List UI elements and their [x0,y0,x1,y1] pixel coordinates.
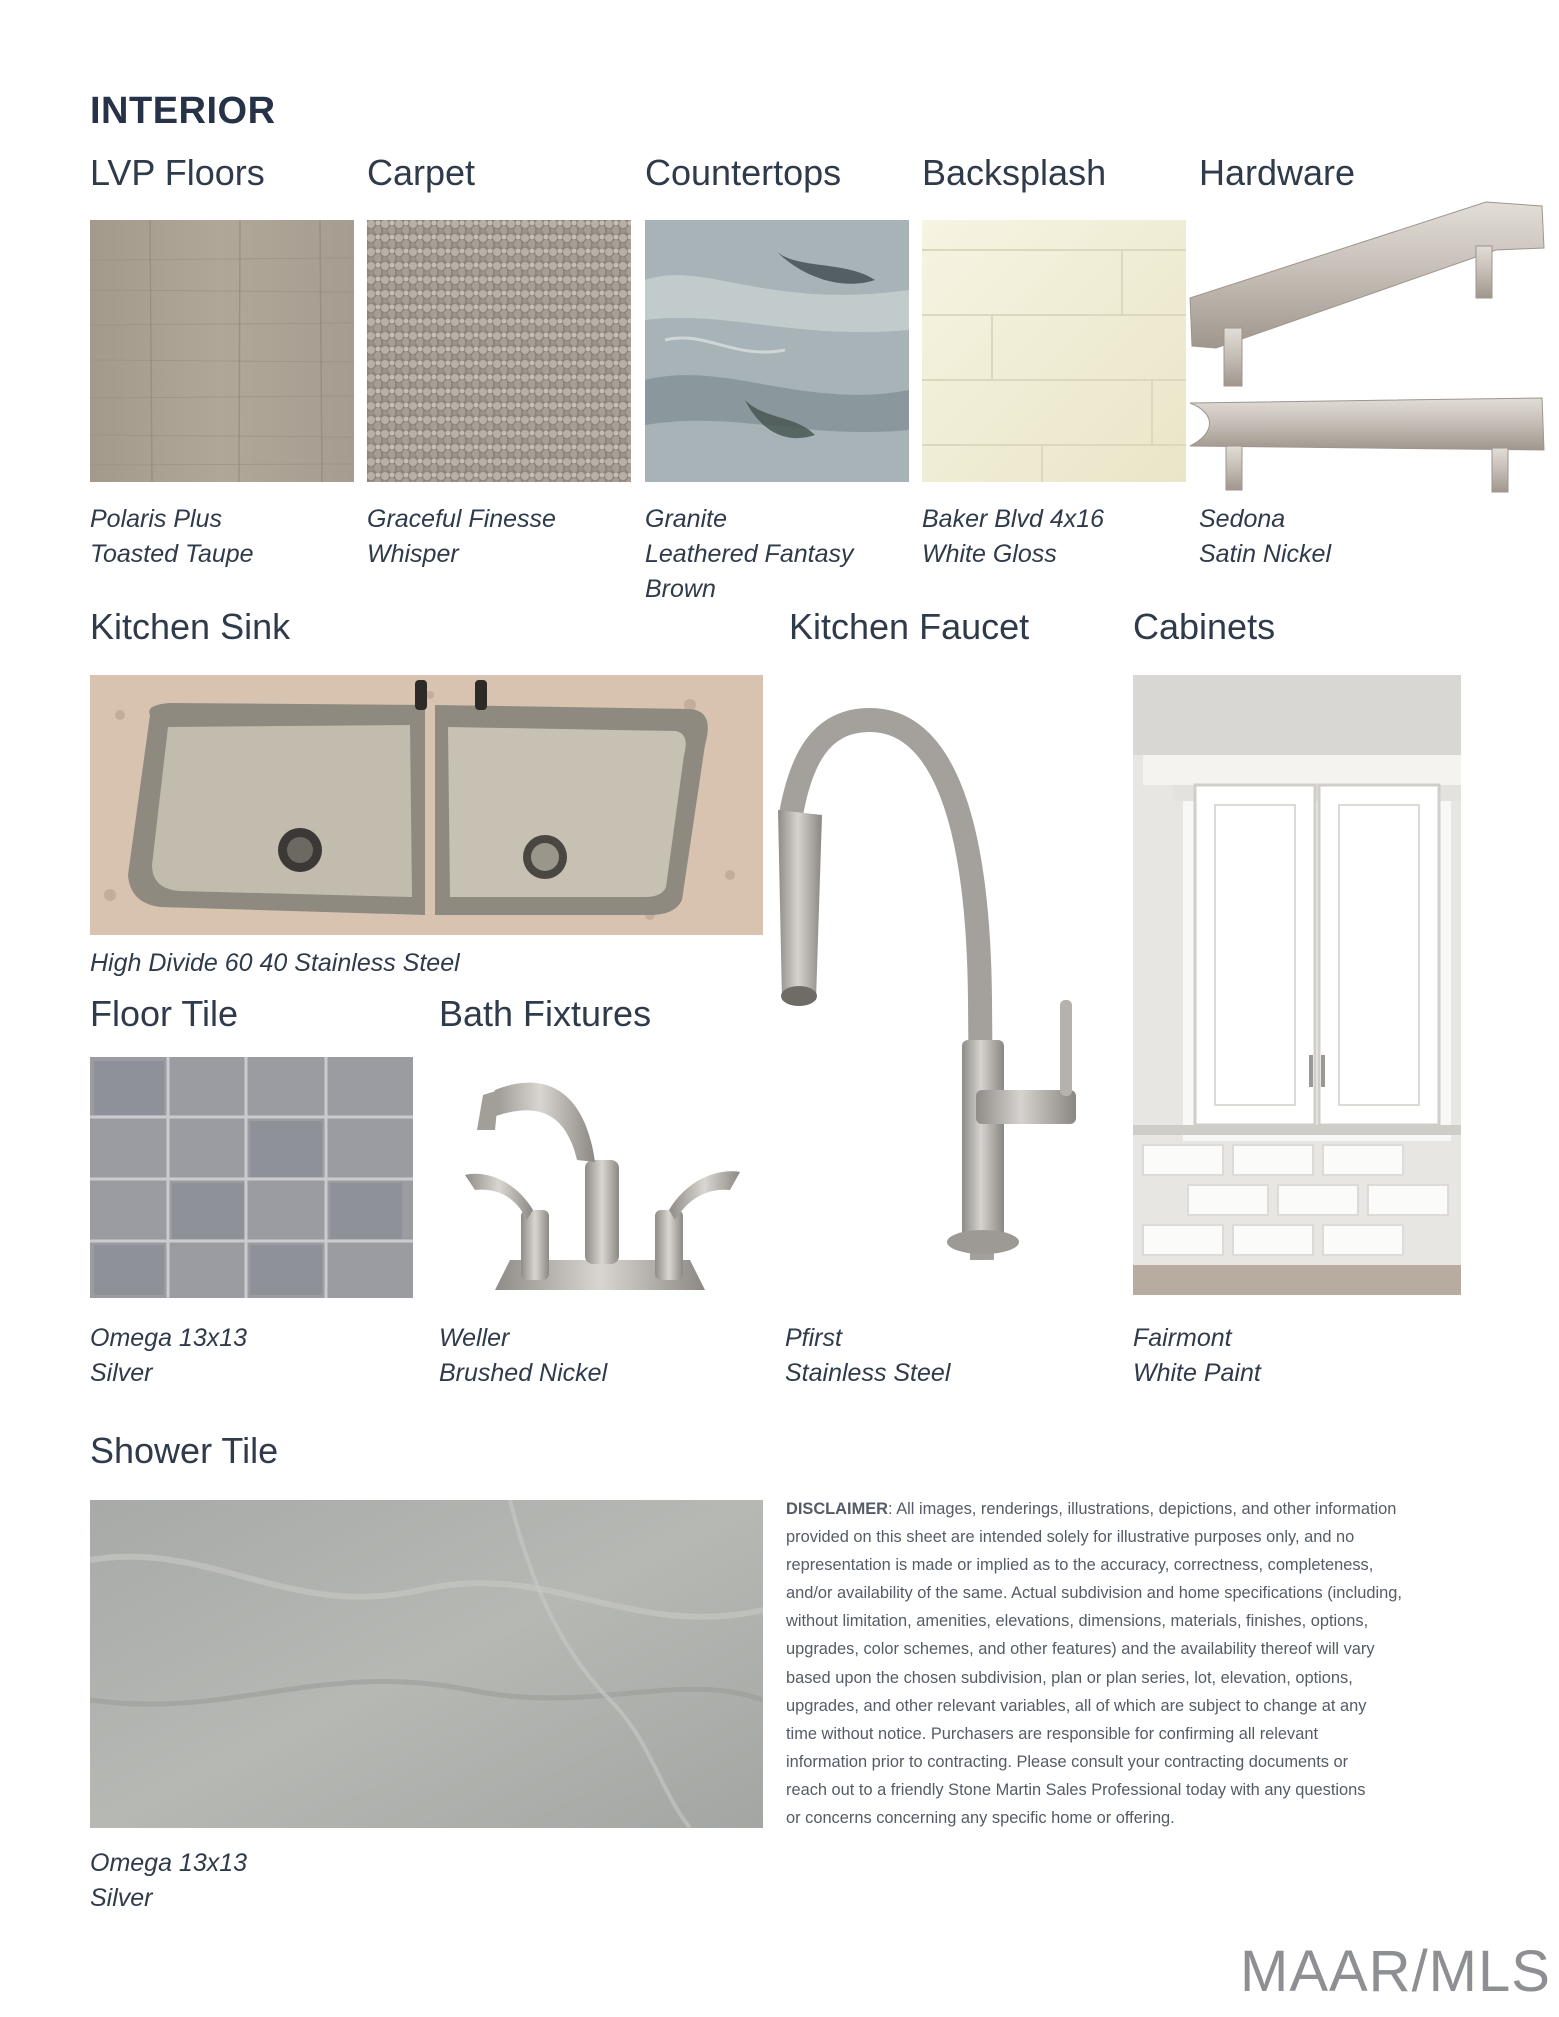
category-countertops: Countertops [645,152,842,193]
category-shower-tile: Shower Tile [90,1430,279,1471]
category-lvp-floors: LVP Floors [90,152,265,193]
disclaimer-label: DISCLAIMER [786,1500,888,1518]
caption-lvp-floors: Polaris Plus Toasted Taupe [90,505,254,568]
disclaimer-line: information prior to contracting. Please consult your contracting documents or [786,1752,1349,1771]
kitchen-sink-image [90,675,763,935]
category-kitchen-faucet: Kitchen Faucet [789,606,1030,647]
caption-countertops: Granite Leathered Fantasy Brown [645,505,854,603]
category-carpet: Carpet [367,152,476,193]
disclaimer-line: based upon the chosen subdivision, plan or plan series, lot, elevation, options, [786,1668,1353,1687]
bath-fixture-image [455,1060,745,1300]
category-hardware: Hardware [1199,152,1356,193]
disclaimer-line: reach out to a friendly Stone Martin Sales Professional today with any questions [786,1780,1366,1799]
caption-kitchen-sink: High Divide 60 40 Stainless Steel [90,949,460,977]
floor-tile-swatch [90,1057,413,1298]
carpet-swatch [367,220,631,482]
category-kitchen-sink: Kitchen Sink [90,606,291,647]
caption-bath-fixtures: Weller Brushed Nickel [439,1324,608,1387]
caption-shower-tile: Omega 13x13 Silver [90,1849,248,1912]
caption-carpet: Graceful Finesse Whisper [367,505,556,568]
kitchen-faucet-image [770,700,1120,1260]
cabinets-image [1133,675,1461,1295]
caption-hardware: Sedona Satin Nickel [1199,505,1331,568]
disclaimer [786,1495,1486,1832]
caption-cabinets: Fairmont White Paint [1133,1324,1261,1387]
disclaimer-line: upgrades, and other relevant variables, all of which are subject to change at any [786,1696,1367,1715]
disclaimer-line: without limitation, amenities, elevations, dimensions, materials, finishes, options, [786,1612,1369,1631]
category-bath-fixtures: Bath Fixtures [439,993,652,1034]
caption-backsplash: Baker Blvd 4x16 White Gloss [922,505,1105,568]
category-floor-tile: Floor Tile [90,993,239,1034]
disclaimer-line: provided on this sheet are intended solely for illustrative purposes only, and no [786,1528,1355,1547]
disclaimer-line: or concerns concerning any specific home or offering. [786,1809,1175,1828]
lvp-floor-swatch [90,220,354,482]
hardware-pulls-image [1186,198,1548,498]
countertop-swatch [645,220,909,482]
disclaimer-line: DISCLAIMER: All images, renderings, illustrations, depictions, and other information [786,1500,1397,1518]
category-backsplash: Backsplash [922,152,1107,193]
backsplash-swatch [922,220,1186,482]
caption-floor-tile: Omega 13x13 Silver [90,1324,248,1387]
shower-tile-swatch [90,1500,763,1828]
disclaimer-line: upgrades, color schemes, and other features) and the availability thereof will vary [786,1640,1375,1659]
disclaimer-line: time without notice. Purchasers are responsible for confirming all relevant [786,1724,1319,1743]
page-title: INTERIOR [90,90,276,132]
disclaimer-line: and/or availability of the same. Actual subdivision and home specifications (including, [786,1584,1402,1603]
mls-watermark: MAAR/MLS [1240,1939,1551,2004]
category-cabinets: Cabinets [1133,606,1276,647]
caption-kitchen-faucet: Pfirst Stainless Steel [785,1324,951,1387]
disclaimer-line: representation is made or implied as to the accuracy, correctness, completeness, [786,1556,1374,1575]
